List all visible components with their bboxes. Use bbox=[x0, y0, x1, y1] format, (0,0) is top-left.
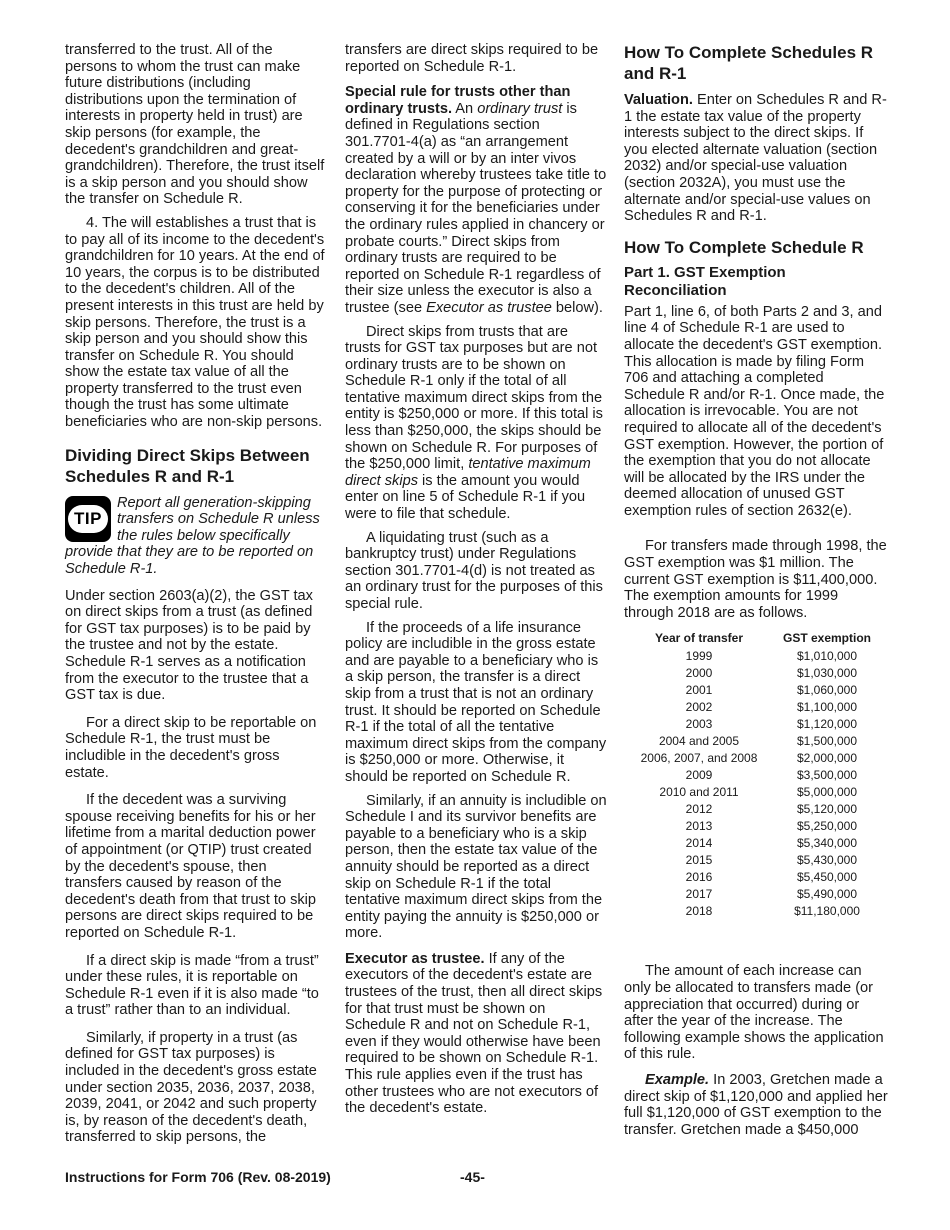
year-cell: 2016 bbox=[685, 870, 713, 885]
table-row bbox=[624, 784, 880, 801]
tip-text: Report all generation-skipping transfers on Schedule R unless the rules below specifically provide that they are to be reported on Schedule R-1. bbox=[65, 494, 320, 578]
year-cell: 2004 and 2005 bbox=[658, 734, 740, 749]
subsection-heading: Part 1. GST Exemption Reconciliation bbox=[624, 263, 786, 299]
column-3 bbox=[624, 42, 888, 1145]
year-cell: 2010 and 2011 bbox=[659, 785, 739, 800]
tip-box bbox=[65, 495, 327, 578]
page-footer bbox=[65, 1169, 888, 1186]
column-1 bbox=[65, 42, 327, 1153]
gst-exemption-table bbox=[624, 631, 880, 920]
exemption-cell: $3,500,000 bbox=[796, 768, 858, 783]
table-row bbox=[624, 767, 880, 784]
year-cell: 2009 bbox=[685, 768, 713, 783]
run-in-heading: Executor as trustee. bbox=[345, 950, 485, 967]
paragraph: Example. In 2003, Gretchen made a direct skip of $1,120,000 and applied her full $1,120,000 of GST exemption to the transfer. Gretchen made a $450,000 bbox=[624, 1072, 888, 1138]
emphasis: ordinary trust bbox=[477, 100, 563, 117]
exemption-cell: $1,500,000 bbox=[796, 734, 858, 749]
table-row bbox=[624, 733, 880, 750]
exemption-cell: $5,250,000 bbox=[796, 819, 858, 834]
year-cell: 2002 bbox=[685, 700, 713, 715]
table-row bbox=[624, 886, 880, 903]
section-heading: How To Complete Schedules R and R-1 bbox=[624, 43, 874, 83]
tip-label: TIP bbox=[68, 505, 108, 533]
table-row bbox=[624, 818, 880, 835]
table-row bbox=[624, 852, 880, 869]
exemption-cell: $5,490,000 bbox=[796, 887, 858, 902]
page-number: -45- bbox=[460, 1169, 485, 1185]
section-heading: Dividing Direct Skips Between Schedules R and R-1 bbox=[65, 445, 310, 486]
exemption-cell: $1,100,000 bbox=[796, 700, 858, 715]
section-heading: How To Complete Schedule R bbox=[624, 237, 864, 257]
year-cell: 2003 bbox=[685, 717, 713, 732]
paragraph: Under section 2603(a)(2), the GST tax on direct skips from a trust (as defined for GST tax purposes) is to be paid by the trustee and not by the estate. Schedule R-1 serves as a notification from the executor to the trustee that a GST tax is due. bbox=[65, 587, 313, 704]
year-cell: 2015 bbox=[685, 853, 713, 868]
column-header: Year of transfer bbox=[654, 631, 744, 646]
table-header-row bbox=[624, 631, 880, 648]
emphasis: tentative maximum direct skips bbox=[345, 456, 591, 489]
year-cell: 2006, 2007, and 2008 bbox=[640, 751, 758, 766]
exemption-cell: $1,010,000 bbox=[796, 649, 858, 664]
exemption-cell: $11,180,000 bbox=[794, 904, 860, 919]
paragraph: Valuation. Enter on Schedules R and R-1 the estate tax value of the property interests subject to the direct skips. If you elected alternate valuation (section 2032) and/or special-use valuation (section 2032A), you must use the alternate and/or special-use values on Schedules R and R-1. bbox=[624, 92, 887, 225]
year-cell: 2014 bbox=[685, 836, 713, 851]
paragraph: 4. The will establishes a trust that is to pay all of its income to the decedent's grandchildren for 10 years. At the end of 10 years, the corpus is to be distributed to the decedent's children. All of the present interests in this trust are held by skip persons. Therefore, the trust is a skip person and you should show this transfer on Schedule R. You should show the estate tax value of all the property transferred to the trust even though the trust has some ultimate beneficiaries who are non-skip persons. bbox=[65, 214, 325, 431]
table-row bbox=[624, 903, 880, 920]
paragraph: transferred to the trust. All of the persons to whom the trust can make future distributions (including distributions upon the termination of interests in property held in trust) are skip persons (for example, the decedent's grandchildren and great-grandchildren). Therefore, the trust itself is a skip person and you should show the transfer on Schedule R. bbox=[65, 42, 325, 208]
form-title: Instructions for Form 706 (Rev. 08-2019) bbox=[65, 1169, 331, 1185]
paragraph: Executor as trustee. If any of the executors of the decedent's estate are trustees of the trust, then all direct skips for that trust must be shown on Schedule R and not on Schedule R-1, even if they would otherwise have been required to be shown on Schedule R-1. This rule applies even if the trust has other trustees who are not executors of the decedent's estate. bbox=[345, 950, 603, 1117]
paragraph: Similarly, if property in a trust (as defined for GST tax purposes) is included in the decedent's gross estate under section 2035, 2036, 2037, 2038, 2039, 2041, or 2042 and such property is, by reason of the decedent's death, transferred to skip persons, the bbox=[65, 1029, 317, 1146]
paragraph: Special rule for trusts other than ordinary trusts. An ordinary trust is defined in Regulations section 301.7701-4(a) as “an arrangement created by a will or by an inter vivos declaration whereby trustees take title to property for the purpose of protecting or conserving it for the beneficiaries under the ordinary rules applied in chancery or probate courts.” Direct skips from ordinary trusts are required to be reported on Schedule R-1 regardless of their size unless the executor is also a trustee (see Executor as trustee below). bbox=[345, 84, 607, 316]
exemption-cell: $5,450,000 bbox=[796, 870, 858, 885]
paragraph: If the proceeds of a life insurance policy are includible in the gross estate and are payable to a beneficiary who is a skip person, the transfer is a direct skip from a trust that is not an ordinary trust. It should be reported on Schedule R-1 if the total of all the tentative maximum direct skips from the company is $250,000 or more. Otherwise, it should be reported on Schedule R. bbox=[345, 619, 607, 785]
year-cell: 2000 bbox=[685, 666, 713, 681]
paragraph: Part 1, line 6, of both Parts 2 and 3, and line 4 of Schedule R-1 are used to allocate the decedent's GST exemption. This allocation is made by filing Form 706 and attaching a completed Schedule R and/or R-1. Once made, the allocation is irrevocable. You are not required to allocate all of the decedent's GST exemption. However, the portion of the exemption that you do not allocate will be allocated by the IRS under the deemed allocation of unused GST exemption rules of section 2632(e). bbox=[624, 303, 885, 519]
year-cell: 2018 bbox=[685, 904, 713, 919]
table-row bbox=[624, 699, 880, 716]
exemption-cell: $1,030,000 bbox=[796, 666, 858, 681]
column-header: GST exemption bbox=[782, 631, 871, 646]
table-row bbox=[624, 750, 880, 767]
run-in-heading: Example. bbox=[645, 1072, 710, 1088]
column-2 bbox=[345, 42, 607, 1124]
year-cell: 1999 bbox=[685, 649, 713, 664]
exemption-cell: $5,000,000 bbox=[796, 785, 858, 800]
paragraph: A liquidating trust (such as a bankruptcy trust) under Regulations section 301.7701-4(d) is not treated as an ordinary trust for the purposes of this special rule. bbox=[345, 529, 603, 612]
run-in-heading: Special rule for trusts other than ordinary trusts. bbox=[345, 84, 571, 117]
emphasis: Executor as trustee bbox=[426, 299, 552, 316]
table-row bbox=[624, 648, 880, 665]
paragraph: If a direct skip is made “from a trust” under these rules, it is reportable on Schedule R-1 even if it is also made “to a trust” rather than to an individual. bbox=[65, 952, 319, 1019]
exemption-cell: $1,060,000 bbox=[796, 683, 858, 698]
run-in-heading: Valuation. bbox=[624, 92, 693, 108]
paragraph: Direct skips from trusts that are trusts for GST tax purposes but are not ordinary trusts are to be shown on Schedule R-1 only if the total of all tentative maximum direct skips from the entity is $250,000 or more. If this total is less than $250,000, the skips should be shown on Schedule R. For purposes of the $250,000 limit, tentative maximum direct skips is the amount you would enter on line 5 of Schedule R-1 if you were to file that schedule. bbox=[345, 323, 603, 523]
paragraph: If the decedent was a surviving spouse receiving benefits for his or her lifetime from a marital deduction power of appointment (or QTIP) trust created by the decedent's spouse, then transfers caused by reason of the decedent's death from that trust to skip persons are direct skips required to be reported on Schedule R-1. bbox=[65, 792, 317, 941]
year-cell: 2012 bbox=[685, 802, 713, 817]
table-row bbox=[624, 682, 880, 699]
exemption-cell: $5,430,000 bbox=[796, 853, 858, 868]
paragraph: Similarly, if an annuity is includible on Schedule I and its survivor benefits are payable to a beneficiary who is a skip person, then the estate tax value of the annuity should be reported as a direct skip on Schedule R-1 if the total tentative maximum direct skips from the entity paying the annuity is $250,000 or more. bbox=[345, 792, 607, 942]
exemption-cell: $2,000,000 bbox=[796, 751, 858, 766]
year-cell: 2001 bbox=[685, 683, 713, 698]
table-body bbox=[624, 648, 880, 920]
table-row bbox=[624, 665, 880, 682]
table-row bbox=[624, 716, 880, 733]
tip-icon bbox=[65, 496, 111, 542]
paragraph: For a direct skip to be reportable on Schedule R-1, the trust must be includible in the decedent's gross estate. bbox=[65, 714, 317, 781]
year-cell: 2017 bbox=[685, 887, 713, 902]
paragraph: transfers are direct skips required to be reported on Schedule R-1. bbox=[345, 42, 599, 75]
table-row bbox=[624, 869, 880, 886]
exemption-cell: $1,120,000 bbox=[796, 717, 858, 732]
exemption-cell: $5,120,000 bbox=[796, 802, 858, 817]
table-row bbox=[624, 801, 880, 818]
year-cell: 2013 bbox=[685, 819, 713, 834]
table-row bbox=[624, 835, 880, 852]
exemption-cell: $5,340,000 bbox=[796, 836, 858, 851]
paragraph: The amount of each increase can only be allocated to transfers made (or appreciation that occurred) during or after the year of the increase. The following example shows the application of this rule. bbox=[624, 963, 884, 1063]
paragraph: For transfers made through 1998, the GST exemption was $1 million. The current GST exemption is $11,400,000. The exemption amounts for 1999 through 2018 are as follows. bbox=[624, 538, 887, 621]
